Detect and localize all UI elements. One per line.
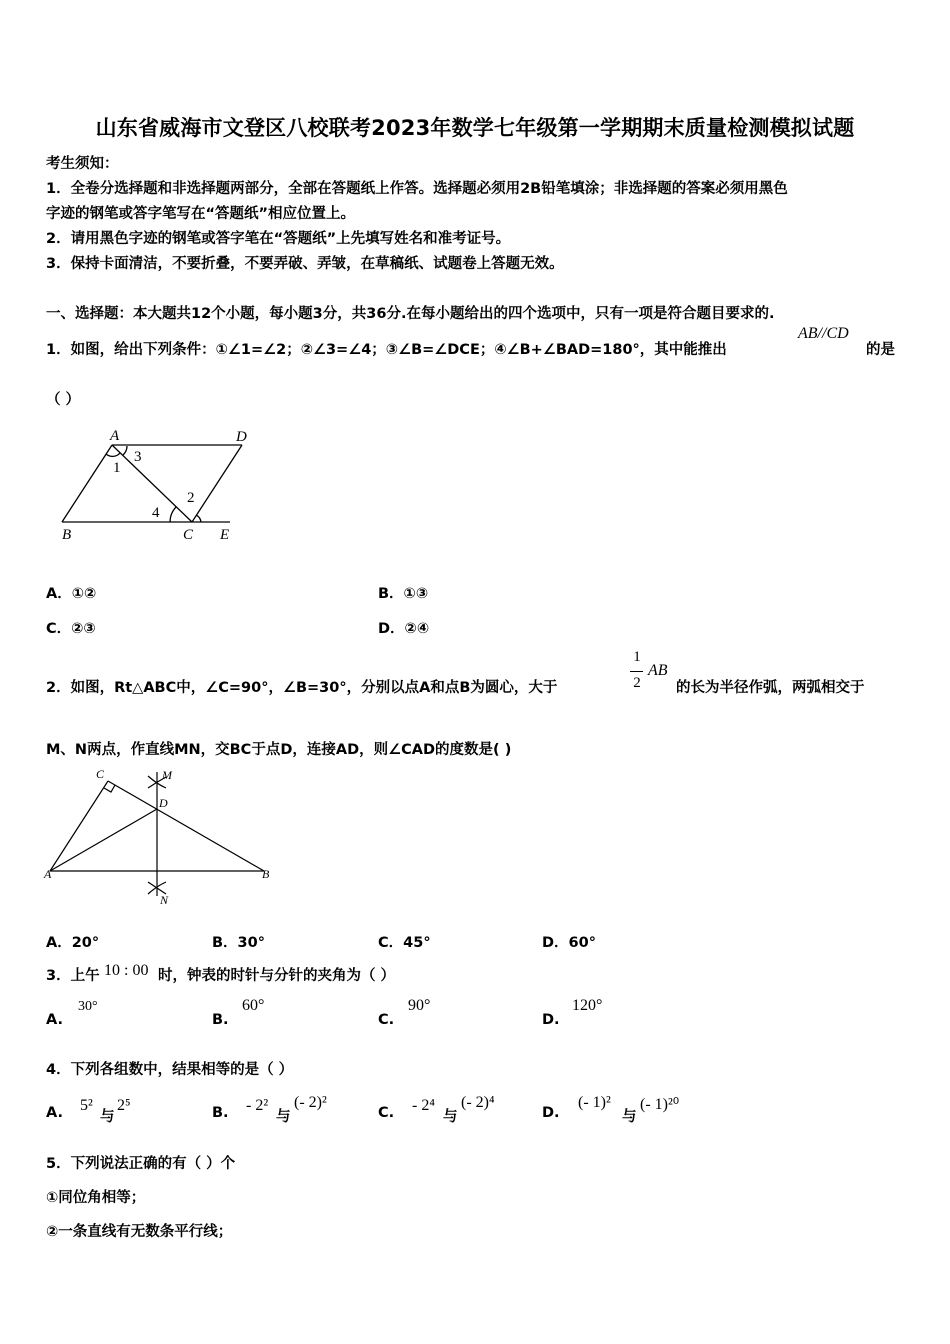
q3-option-B-letter[interactable]: B.	[212, 1012, 229, 1028]
q5-item-1: ①同位角相等；	[46, 1190, 146, 1206]
q2-option-C[interactable]: C．45°	[378, 935, 431, 951]
q2-frac-variable: AB	[648, 662, 668, 679]
q2-fig-label-C: C	[96, 767, 105, 781]
q1-fig-angle-2: 2	[187, 490, 195, 506]
q1-option-C[interactable]: C．②③	[46, 621, 96, 637]
q2-frac-bar	[630, 671, 643, 672]
q1-fig-label-B: B	[62, 527, 72, 543]
q3-option-A-letter[interactable]: A.	[46, 1012, 63, 1028]
page-title: 山东省威海市文登区八校联考2023年数学七年级第一学期期末质量检测模拟试题	[95, 116, 855, 140]
q1-formula: AB//CD	[798, 325, 849, 342]
notice-item-2: 2．请用黑色字迹的钢笔或答字笔在“答题纸”上先填写姓名和准考证号。	[46, 231, 511, 247]
q4-option-B-letter[interactable]: B.	[212, 1105, 229, 1121]
q1-option-D[interactable]: D．②④	[378, 621, 430, 637]
q2-fig-label-B: B	[262, 867, 270, 881]
q2-stem-line-2: M、N两点，作直线MN，交BC于点D，连接AD，则∠CAD的度数是( )	[46, 742, 512, 758]
section-heading: 一、选择题：本大题共12个小题，每小题3分，共36分.在每小题给出的四个选项中，只有一项是符合题目要求的.	[46, 306, 775, 322]
q3-time: 10 : 00	[104, 962, 149, 979]
notice-item-1-line-2: 字迹的钢笔或答字笔写在“答题纸”相应位置上。	[46, 206, 356, 222]
q1-stem-end: 的是	[866, 342, 895, 358]
q3-option-C-letter[interactable]: C.	[378, 1012, 395, 1028]
q2-fig-label-D: D	[159, 796, 168, 810]
q4-option-A-letter[interactable]: A.	[46, 1105, 63, 1121]
q1-fig-angle-1: 1	[113, 460, 121, 476]
q4-option-D-connector: 与	[622, 1109, 637, 1125]
q2-option-D[interactable]: D．60°	[542, 935, 596, 951]
q2-fig-label-M: M	[162, 768, 172, 782]
q1-stem: 1．如图，给出下列条件：①∠1=∠2；②∠3=∠4；③∠B=∠DCE；④∠B+∠BAD=180°，其中能推出	[46, 342, 727, 358]
q4-option-C-left: - 2⁴	[412, 1097, 435, 1114]
q2-stem-b: 的长为半径作弧，两弧相交于	[676, 680, 865, 696]
q4-option-B-connector: 与	[276, 1109, 291, 1125]
q4-stem: 4．下列各组数中，结果相等的是（ ）	[46, 1062, 294, 1078]
notice-item-3: 3．保持卡面清洁，不要折叠，不要弄破、弄皱，在草稿纸、试题卷上答题无效。	[46, 256, 564, 272]
q3-option-A-value: 30°	[78, 999, 98, 1014]
q3-option-B-value: 60°	[242, 997, 265, 1014]
q4-option-D-left: (- 1)²	[578, 1094, 611, 1111]
q4-option-C-letter[interactable]: C.	[378, 1105, 395, 1121]
q5-item-2: ②一条直线有无数条平行线；	[46, 1224, 233, 1240]
q1-fig-label-C: C	[183, 527, 194, 543]
q2-option-B[interactable]: B．30°	[212, 935, 265, 951]
q4-option-D-letter[interactable]: D.	[542, 1105, 560, 1121]
q3-option-D-value: 120°	[572, 997, 603, 1014]
q1-option-B[interactable]: B．①③	[378, 586, 429, 602]
q3-option-D-letter[interactable]: D.	[542, 1012, 560, 1028]
q1-option-A[interactable]: A．①②	[46, 586, 97, 602]
q2-stem-a: 2．如图，Rt△ABC中，∠C=90°，∠B=30°，分别以点A和点B为圆心，大于	[46, 680, 558, 696]
q4-option-C-right: (- 2)⁴	[461, 1094, 495, 1111]
notice-heading: 考生须知：	[46, 156, 119, 172]
q2-frac-numerator: 1	[633, 649, 641, 665]
q1-fig-label-D: D	[236, 429, 247, 445]
q3-stem-b: 时，钟表的时针与分针的夹角为（ ）	[158, 968, 396, 984]
q2-figure	[40, 764, 280, 910]
q4-option-A-left: 5²	[80, 1097, 93, 1114]
q4-option-A-connector: 与	[100, 1109, 115, 1125]
q1-fig-label-A: A	[110, 428, 120, 444]
q3-stem-a: 3．上午	[46, 968, 100, 984]
notice-item-1-line-1: 1．全卷分选择题和非选择题两部分，全部在答题纸上作答。选择题必须用2B铅笔填涂；非选择题的答案必须用黑色	[46, 181, 788, 197]
q4-option-A-right: 2⁵	[117, 1097, 131, 1114]
q1-fig-angle-3: 3	[134, 449, 142, 465]
q4-option-B-left: - 2²	[246, 1097, 269, 1114]
q2-fig-label-N: N	[160, 893, 169, 907]
q1-fig-angle-4: 4	[152, 505, 160, 521]
q1-fig-label-E: E	[220, 527, 230, 543]
q5-stem: 5．下列说法正确的有（ ）个	[46, 1156, 236, 1172]
q4-option-C-connector: 与	[443, 1109, 458, 1125]
q1-figure	[50, 420, 270, 550]
q1-answer-paren: （ ）	[46, 392, 81, 408]
q4-option-D-right: (- 1)²⁰	[640, 1096, 680, 1113]
q2-fig-label-A: A	[44, 867, 52, 881]
q3-option-C-value: 90°	[408, 997, 431, 1014]
q2-frac-denominator: 2	[633, 675, 641, 691]
q2-option-A[interactable]: A．20°	[46, 935, 100, 951]
q4-option-B-right: (- 2)²	[294, 1094, 327, 1111]
